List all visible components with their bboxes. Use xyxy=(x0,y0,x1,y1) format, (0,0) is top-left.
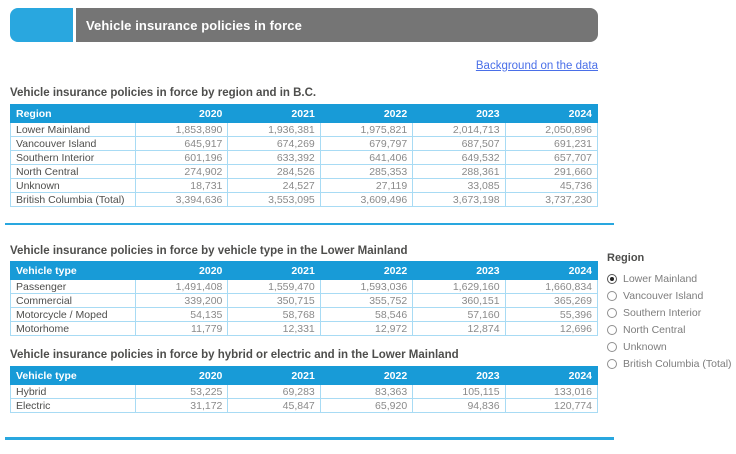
value-cell: 54,135 xyxy=(136,308,228,322)
value-cell: 274,902 xyxy=(136,165,228,179)
region-option-label: Lower Mainland xyxy=(623,272,698,285)
value-cell: 58,546 xyxy=(320,308,412,322)
section-title-hybrid-electric: Vehicle insurance policies in force by hybrid or electric and in the Lower Mainland xyxy=(10,349,459,361)
value-cell: 674,269 xyxy=(228,137,320,151)
hybrid-electric-table xyxy=(10,366,598,413)
value-cell: 120,774 xyxy=(505,399,597,413)
region-filter xyxy=(607,252,735,372)
value-cell: 649,532 xyxy=(413,151,505,165)
table-row xyxy=(11,179,598,193)
row-label: Passenger xyxy=(11,280,136,294)
header-row xyxy=(11,105,598,123)
region-option-vancouver-island[interactable] xyxy=(607,287,735,304)
value-cell: 3,673,198 xyxy=(413,193,505,207)
value-cell: 285,353 xyxy=(320,165,412,179)
value-cell: 12,972 xyxy=(320,322,412,336)
row-label: Lower Mainland xyxy=(11,123,136,137)
table-row xyxy=(11,308,598,322)
region-option-label: Unknown xyxy=(623,340,667,353)
value-cell: 1,975,821 xyxy=(320,123,412,137)
year-column-header: 2020 xyxy=(136,105,228,123)
row-label: Motorcycle / Moped xyxy=(11,308,136,322)
value-cell: 291,660 xyxy=(505,165,597,179)
table-row xyxy=(11,193,598,207)
vehicle-type-table xyxy=(10,261,598,336)
value-cell: 339,200 xyxy=(136,294,228,308)
value-cell: 1,629,160 xyxy=(413,280,505,294)
year-column-header: 2023 xyxy=(413,367,505,385)
table-row xyxy=(11,399,598,413)
value-cell: 31,172 xyxy=(136,399,228,413)
value-cell: 12,874 xyxy=(413,322,505,336)
value-cell: 12,331 xyxy=(228,322,320,336)
value-cell: 1,491,408 xyxy=(136,280,228,294)
value-cell: 691,231 xyxy=(505,137,597,151)
row-label: Vancouver Island xyxy=(11,137,136,151)
value-cell: 1,853,890 xyxy=(136,123,228,137)
value-cell: 24,527 xyxy=(228,179,320,193)
table-row xyxy=(11,123,598,137)
bottom-divider xyxy=(5,437,614,440)
value-cell: 350,715 xyxy=(228,294,320,308)
year-column-header: 2022 xyxy=(320,367,412,385)
value-cell: 58,768 xyxy=(228,308,320,322)
value-cell: 12,696 xyxy=(505,322,597,336)
year-column-header: 2021 xyxy=(228,262,320,280)
region-option-southern-interior[interactable] xyxy=(607,304,735,321)
table-row xyxy=(11,165,598,179)
region-option-label: Southern Interior xyxy=(623,306,702,319)
header-row xyxy=(11,367,598,385)
row-label: Southern Interior xyxy=(11,151,136,165)
value-cell: 657,707 xyxy=(505,151,597,165)
radio-button-icon[interactable] xyxy=(607,291,617,301)
row-label: Unknown xyxy=(11,179,136,193)
value-cell: 687,507 xyxy=(413,137,505,151)
radio-button-icon[interactable] xyxy=(607,342,617,352)
value-cell: 360,151 xyxy=(413,294,505,308)
page-title: Vehicle insurance policies in force xyxy=(86,17,302,33)
value-cell: 3,553,095 xyxy=(228,193,320,207)
value-cell: 355,752 xyxy=(320,294,412,308)
region-option-label: Vancouver Island xyxy=(623,289,704,302)
table-row xyxy=(11,322,598,336)
value-cell: 633,392 xyxy=(228,151,320,165)
header-bar xyxy=(76,8,598,42)
table-row xyxy=(11,151,598,165)
table-row xyxy=(11,137,598,151)
key-column-header: Vehicle type xyxy=(11,367,136,385)
year-column-header: 2021 xyxy=(228,105,320,123)
year-column-header: 2024 xyxy=(505,105,597,123)
radio-button-icon[interactable] xyxy=(607,308,617,318)
year-column-header: 2020 xyxy=(136,367,228,385)
region-option-lower-mainland[interactable] xyxy=(607,270,735,287)
value-cell: 105,115 xyxy=(413,385,505,399)
key-column-header: Region xyxy=(11,105,136,123)
year-column-header: 2022 xyxy=(320,262,412,280)
year-column-header: 2023 xyxy=(413,262,505,280)
value-cell: 83,363 xyxy=(320,385,412,399)
value-cell: 1,936,381 xyxy=(228,123,320,137)
value-cell: 601,196 xyxy=(136,151,228,165)
value-cell: 1,660,834 xyxy=(505,280,597,294)
row-label: North Central xyxy=(11,165,136,179)
region-options-list xyxy=(607,270,735,372)
section-title-vehicle-type: Vehicle insurance policies in force by vehicle type in the Lower Mainland xyxy=(10,245,408,257)
value-cell: 284,526 xyxy=(228,165,320,179)
row-label: Motorhome xyxy=(11,322,136,336)
value-cell: 45,847 xyxy=(228,399,320,413)
value-cell: 45,736 xyxy=(505,179,597,193)
value-cell: 18,731 xyxy=(136,179,228,193)
year-column-header: 2020 xyxy=(136,262,228,280)
radio-button-icon[interactable] xyxy=(607,325,617,335)
value-cell: 2,014,713 xyxy=(413,123,505,137)
region-option-british-columbia-total[interactable] xyxy=(607,355,735,372)
value-cell: 1,559,470 xyxy=(228,280,320,294)
table-row xyxy=(11,294,598,308)
row-label: British Columbia (Total) xyxy=(11,193,136,207)
value-cell: 27,119 xyxy=(320,179,412,193)
table-row xyxy=(11,385,598,399)
header-accent-block xyxy=(10,8,73,42)
value-cell: 11,779 xyxy=(136,322,228,336)
value-cell: 365,269 xyxy=(505,294,597,308)
value-cell: 94,836 xyxy=(413,399,505,413)
region-option-label: North Central xyxy=(623,323,686,336)
value-cell: 53,225 xyxy=(136,385,228,399)
value-cell: 33,085 xyxy=(413,179,505,193)
row-label: Hybrid xyxy=(11,385,136,399)
region-option-north-central[interactable] xyxy=(607,321,735,338)
section-divider xyxy=(5,223,614,225)
value-cell: 57,160 xyxy=(413,308,505,322)
value-cell: 3,737,230 xyxy=(505,193,597,207)
value-cell: 133,016 xyxy=(505,385,597,399)
value-cell: 69,283 xyxy=(228,385,320,399)
row-label: Commercial xyxy=(11,294,136,308)
year-column-header: 2023 xyxy=(413,105,505,123)
region-option-label: British Columbia (Total) xyxy=(623,357,732,370)
year-column-header: 2024 xyxy=(505,367,597,385)
region-filter-label: Region xyxy=(607,252,645,264)
value-cell: 55,396 xyxy=(505,308,597,322)
section-title-region: Vehicle insurance policies in force by region and in B.C. xyxy=(10,87,317,99)
value-cell: 65,920 xyxy=(320,399,412,413)
value-cell: 288,361 xyxy=(413,165,505,179)
value-cell: 1,593,036 xyxy=(320,280,412,294)
key-column-header: Vehicle type xyxy=(11,262,136,280)
value-cell: 641,406 xyxy=(320,151,412,165)
radio-button-icon[interactable] xyxy=(607,274,617,284)
value-cell: 3,609,496 xyxy=(320,193,412,207)
table-row xyxy=(11,280,598,294)
radio-button-icon[interactable] xyxy=(607,359,617,369)
year-column-header: 2024 xyxy=(505,262,597,280)
region-table xyxy=(10,104,598,207)
row-label: Electric xyxy=(11,399,136,413)
year-column-header: 2022 xyxy=(320,105,412,123)
value-cell: 2,050,896 xyxy=(505,123,597,137)
region-option-unknown[interactable] xyxy=(607,338,735,355)
value-cell: 679,797 xyxy=(320,137,412,151)
header-row xyxy=(11,262,598,280)
value-cell: 3,394,636 xyxy=(136,193,228,207)
value-cell: 645,917 xyxy=(136,137,228,151)
background-data-link[interactable]: Background on the data xyxy=(475,60,598,72)
year-column-header: 2021 xyxy=(228,367,320,385)
